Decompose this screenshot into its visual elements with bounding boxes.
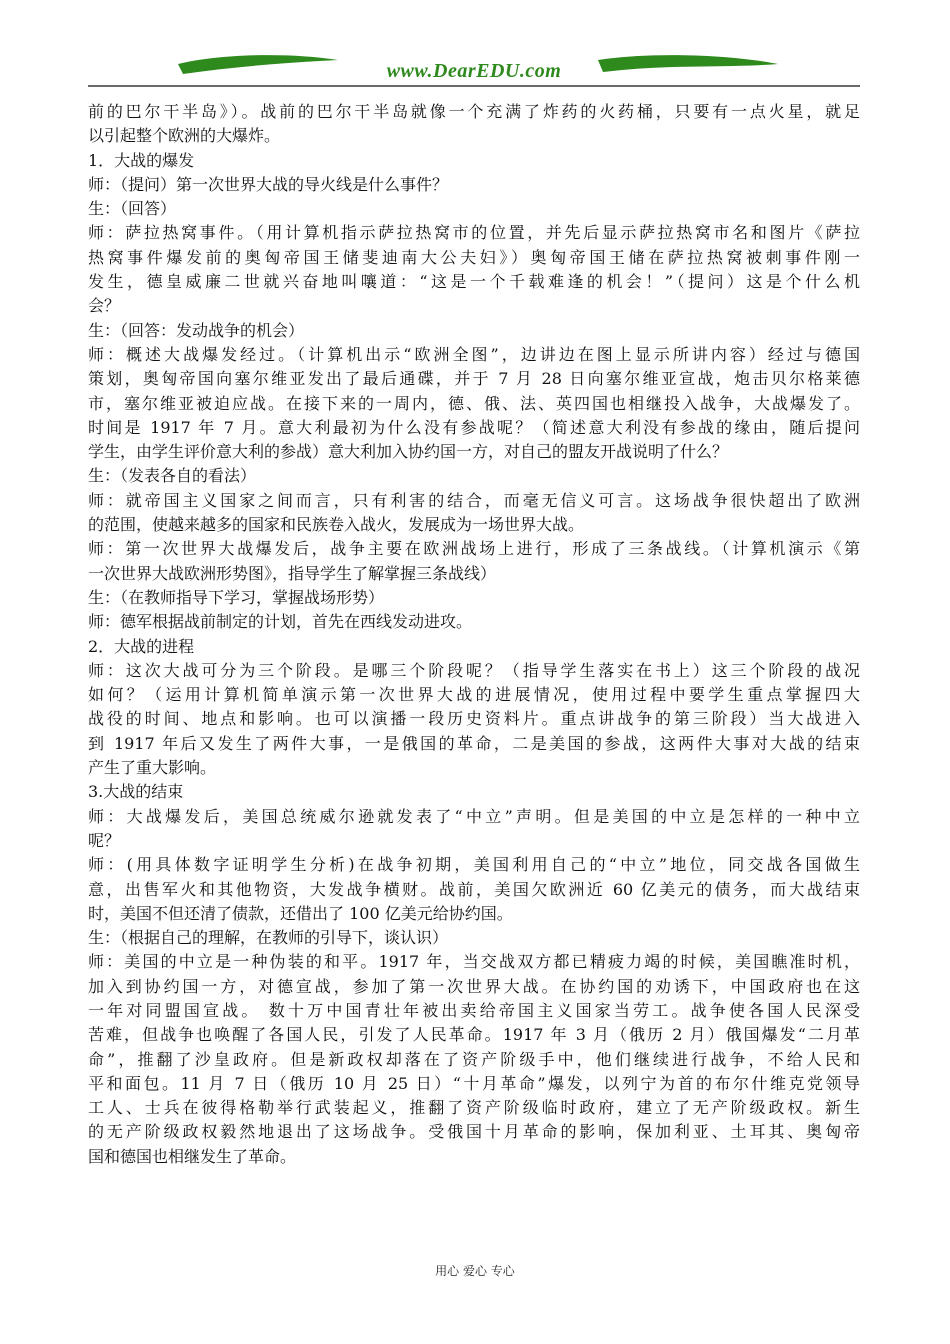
text-line: 师：（提问）第一次世界大战的导火线是什么事件？: [88, 174, 449, 194]
text-line: 工人、士兵在彼得格勒举行武装起义，推翻了资产阶级临时政府，建立了无产阶级政权。新生: [88, 1098, 860, 1118]
text-line: 发生，德皇威廉二世就兴奋地叫嚷道：“这是一个千载难逢的机会！”（提问）这是个什么机: [88, 272, 860, 292]
text-line: 意，出售军火和其他物资，大发战争横财。战前，美国欠欧洲近 60 亿美元的债务，而大战结束: [88, 879, 860, 899]
document-body: [88, 100, 860, 1169]
site-logo: www.DearEDU.com: [386, 60, 562, 82]
text-line: 的范围，使越来越多的国家和民族卷入战火，发展成为一场世界大战。: [88, 515, 585, 535]
text-line: 一次世界大战欧洲形势图》，指导学生了解掌握三条战线）: [88, 563, 497, 583]
text-line: 热窝事件爆发前的奥匈帝国王储斐迪南大公夫妇》）奥匈帝国王储在萨拉热窝被刺事件刚一: [88, 247, 860, 267]
text-line: 师：概述大战爆发经过。（计算机出示“欧洲全图”，边讲边在图上显示所讲内容）经过与德国: [88, 344, 860, 364]
text-line: 师：就帝国主义国家之间而言，只有利害的结合，而毫无信义可言。这场战争很快超出了欧洲: [88, 490, 860, 510]
text-line: 师：大战爆发后，美国总统威尔逊就发表了“中立”声明。但是美国的中立是怎样的一种中立: [88, 806, 860, 826]
text-line: 命”，推翻了沙皇政府。但是新政权却落在了资产阶级手中，他们继续进行战争，不给人民和: [88, 1049, 860, 1069]
text-line: 的无产阶级政权毅然地退出了这场战争。受俄国十月革命的影响，保加利亚、土耳其、奥匈帝: [88, 1122, 860, 1142]
text-line: 苦难，但战争也唤醒了各国人民，引发了人民革命。1917 年 3 月（俄历 2 月）俄国爆发“二月革: [88, 1025, 860, 1045]
text-line: 时，美国不但还清了债款，还借出了 100 亿美元给协约国。: [88, 903, 513, 923]
text-line: 以引起整个欧洲的大爆炸。: [88, 126, 281, 146]
section-heading: 1．大战的爆发: [88, 150, 195, 170]
text-line: 战役的时间、地点和影响。也可以演播一段历史资料片。重点讲战争的第三阶段）当大战进入: [88, 709, 860, 729]
text-line: 国和德国也相继发生了革命。: [88, 1146, 297, 1166]
text-line: 时间是 1917 年 7 月。意大利最初为什么没有参战呢？（简述意大利没有参战的缘由，随后提问: [88, 417, 860, 437]
text-line: 生：（回答：发动战争的机会）: [88, 320, 305, 340]
section-heading: 2．大战的进程: [88, 636, 195, 656]
text-line: 产生了重大影响。: [88, 758, 217, 778]
text-line: 师：德军根据战前制定的计划，首先在西线发动进攻。: [88, 612, 473, 632]
text-line: 师：(用具体数字证明学生分析)在战争初期，美国利用自己的“中立”地位，同交战各国做生: [88, 855, 860, 875]
text-line: 生：（在教师指导下学习，掌握战场形势）: [88, 587, 385, 607]
text-line: 师：萨拉热窝事件。（用计算机指示萨拉热窝市的位置，并先后显示萨拉热窝市名和图片《萨拉: [88, 223, 860, 243]
text-line: 生：（发表各自的看法）: [88, 466, 257, 486]
text-line: 师：第一次世界大战爆发后，战争主要在欧洲战场上进行，形成了三条战线。（计算机演示《第: [88, 539, 860, 559]
text-line: 学生，由学生评价意大利的参战）意大利加入协约国一方，对自己的盟友开战说明了什么？: [88, 442, 729, 462]
text-line: 到 1917 年后又发生了两件大事，一是俄国的革命，二是美国的参战，这两件大事对大战的结束: [88, 733, 860, 753]
text-line: 师：这次大战可分为三个阶段。是哪三个阶段呢？（指导学生落实在书上）这三个阶段的战况: [88, 660, 860, 680]
text-line: 如何？（运用计算机简单演示第一次世界大战的进展情况，使用过程中要学生重点掌握四大: [88, 685, 860, 705]
section-heading: 3.大战的结束: [88, 782, 184, 802]
page-footer: 用心 爱心 专心: [435, 1264, 515, 1278]
page-header: [88, 50, 860, 96]
text-line: 生：（回答）: [88, 199, 177, 219]
text-line: 市，塞尔维亚被迫应战。在接下来的一周内，德、俄、法、英四国也相继投入战争，大战爆发了。: [88, 393, 860, 413]
text-line: 平和面包。11 月 7 日（俄历 10 月 25 日）“十月革命”爆发，以列宁为首的布尔什维克党领导: [88, 1073, 860, 1093]
text-line: 生：（根据自己的理解，在教师的引导下，谈认识）: [88, 928, 449, 948]
text-line: 策划，奥匈帝国向塞尔维亚发出了最后通碟，并于 7 月 28 日向塞尔维亚宣战，炮击贝尔格莱德: [88, 369, 860, 389]
text-line: 师：美国的中立是一种伪装的和平。1917 年，当交战双方都已精疲力竭的时候，美国瞧准时机，: [88, 952, 860, 972]
text-line: 会？: [88, 296, 121, 316]
text-line: 前的巴尔干半岛》）。战前的巴尔干半岛就像一个充满了炸药的火药桶，只要有一点火星，就足: [88, 102, 860, 121]
text-line: 一年对同盟国宣战。 数十万中国青壮年被出卖给帝国主义国家当劳工。战争使各国人民深受: [88, 1000, 860, 1020]
text-line: 加入到协约国一方，对德宣战，参加了第一次世界大战。在协约国的劝诱下，中国政府也在这: [88, 976, 860, 996]
text-line: 呢？: [88, 830, 121, 850]
